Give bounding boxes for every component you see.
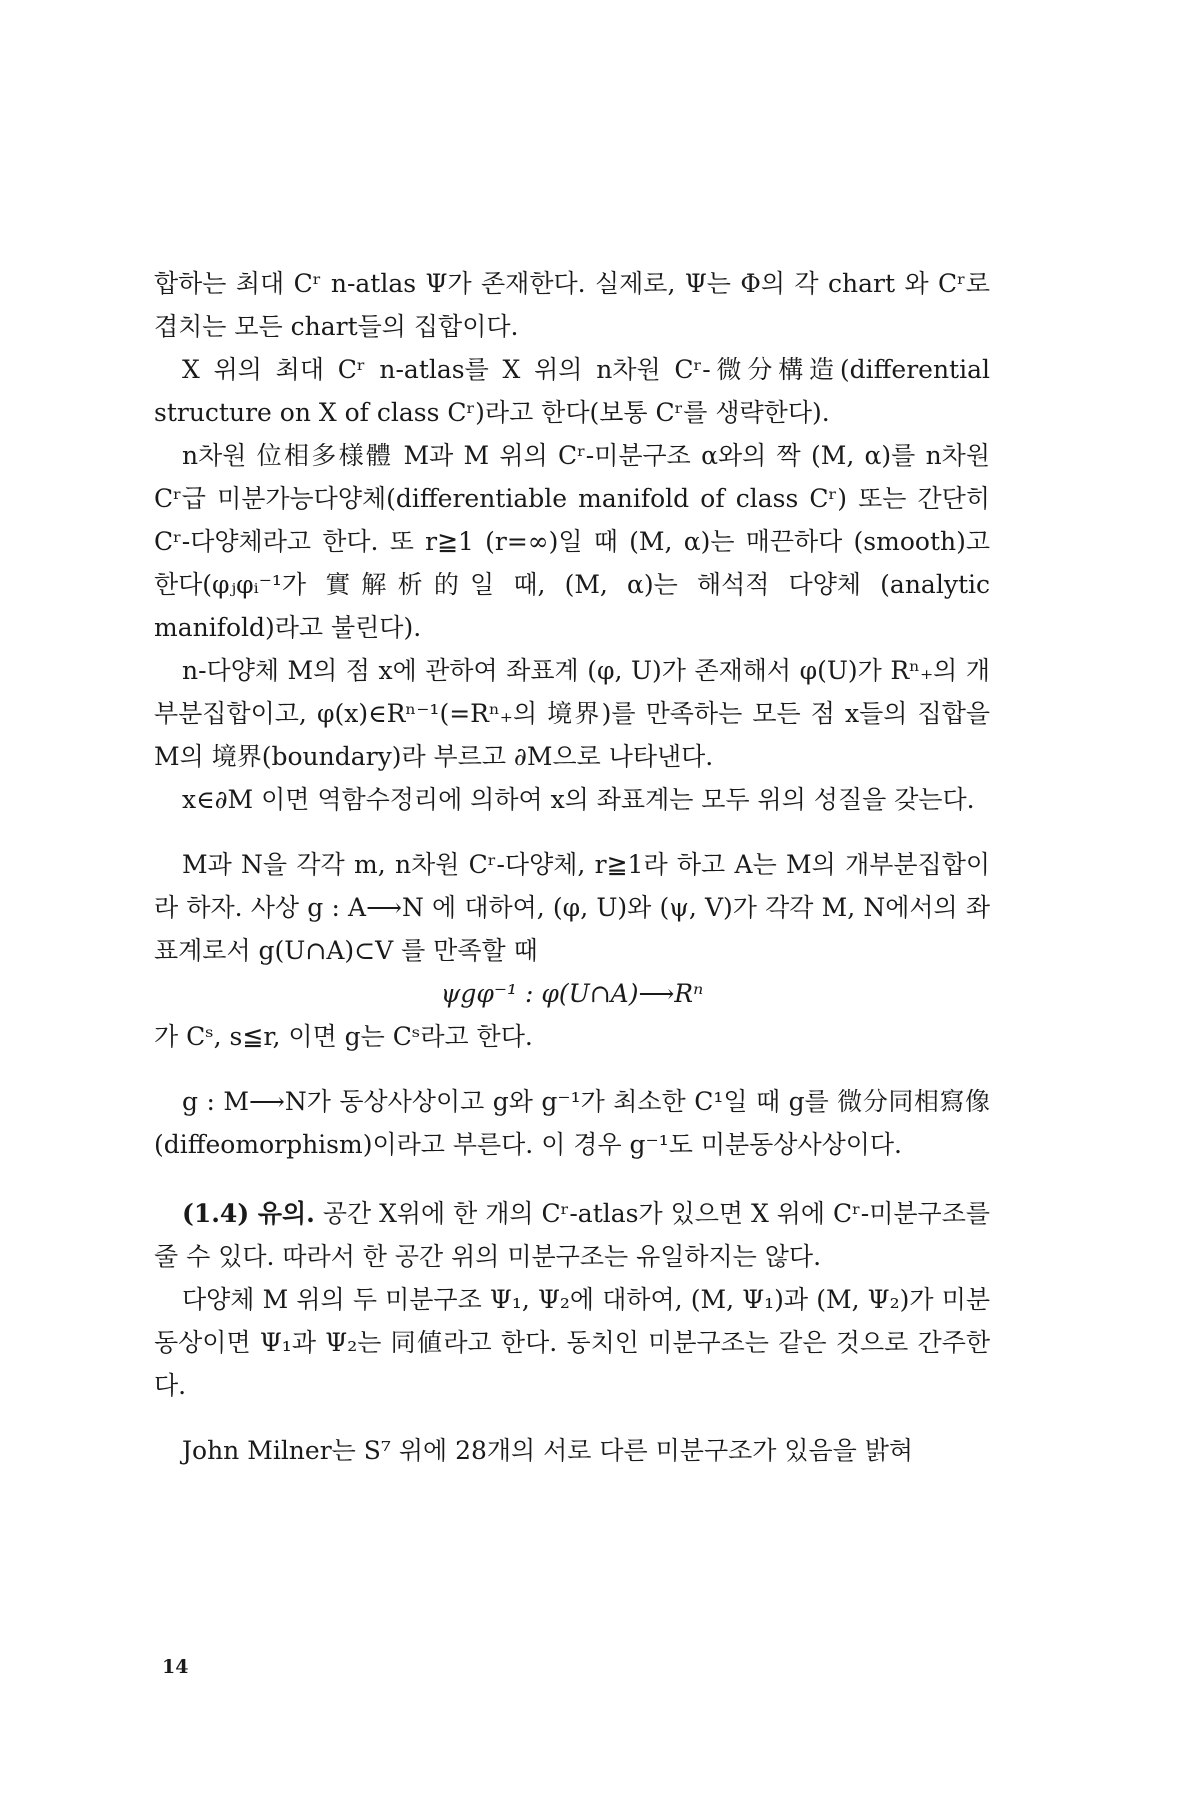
paragraph-maximal-atlas: 합하는 최대 Cʳ n-atlas Ψ가 존재한다. 실제로, Ψ는 Φ의 각 chart 와 Cʳ로 겹치는 모든 chart들의 집합이다. xyxy=(154,269,990,341)
display-formula: ψgφ⁻¹ : φ(U∩A)⟶Rⁿ xyxy=(440,979,704,1008)
paragraph-equivalence: 다양체 M 위의 두 미분구조 Ψ₁, Ψ₂에 대하여, (M, Ψ₁)과 (M, Ψ₂)가 미분동상이면 Ψ₁과 Ψ₂는 同値라고 한다. 동치인 미분구조는 같은 것으로 간주한다. xyxy=(154,1285,990,1400)
paragraph-remark xyxy=(154,1192,990,1278)
paragraph-after-formula: 가 Cˢ, s≦r, 이면 g는 Cˢ라고 한다. xyxy=(154,1022,533,1051)
remark-text: 공간 X위에 한 개의 Cʳ-atlas가 있으면 X 위에 Cʳ-미분구조를 줄 수 있다. 따라서 한 공간 위의 미분구조는 유일하지는 않다. xyxy=(154,1199,991,1271)
paragraph-boundary: n-다양체 M의 점 x에 관하여 좌표계 (φ, U)가 존재해서 φ(U)가 Rⁿ₊의 개부분집합이고, φ(x)∈Rⁿ⁻¹(=Rⁿ₊의 境界)를 만족하는 모든 점 x들의 집합을 M의 境界(boundary)라 부르고 ∂M으로 나타낸다. xyxy=(154,656,990,771)
body-text xyxy=(154,262,990,1472)
paragraph-differentiable-manifold: n차원 位相多様體 M과 M 위의 Cʳ-미분구조 α와의 짝 (M, α)를 n차원 Cʳ급 미분가능다양체(differentiable manifold of class Cʳ) 또는 간단히 Cʳ-다양체라고 한다. 또 r≧1 (r=∞)일 때 (M, α)는 매끈하다 (smooth)고 한다(φⱼφᵢ⁻¹가 實解析的일 때, (M, α)는 해석적 다양체 (analytic manifold)라고 불린다). xyxy=(154,441,990,642)
paragraph-diffeomorphism: g : M⟶N가 동상사상이고 g와 g⁻¹가 최소한 C¹일 때 g를 微分同相寫像(diffeomorphism)이라고 부른다. 이 경우 g⁻¹도 미분동상사상이다. xyxy=(154,1087,990,1159)
paragraph-milnor: John Milner는 S⁷ 위에 28개의 서로 다른 미분구조가 있음을 밝혀 xyxy=(182,1436,914,1465)
paragraph-inverse-function: x∈∂M 이면 역함수정리에 의하여 x의 좌표계는 모두 위의 성질을 갖는다. xyxy=(182,785,975,814)
remark-label: (1.4) 유의. xyxy=(182,1199,315,1228)
paragraph-mapping: M과 N을 각각 m, n차원 Cʳ-다양체, r≧1라 하고 A는 M의 개부분집합이라 하자. 사상 g : A⟶N 에 대하여, (φ, U)와 (ψ, V)가 각각 M, N에서의 좌표계로서 g(U∩A)⊂V 를 만족할 때 xyxy=(154,850,990,965)
page-number: 14 xyxy=(162,1656,189,1678)
paragraph-differential-structure: X 위의 최대 Cʳ n-atlas를 X 위의 n차원 Cʳ-微分構造(differential structure on X of class Cʳ)라고 한다(보통 Cʳ를 생략한다). xyxy=(154,355,990,427)
